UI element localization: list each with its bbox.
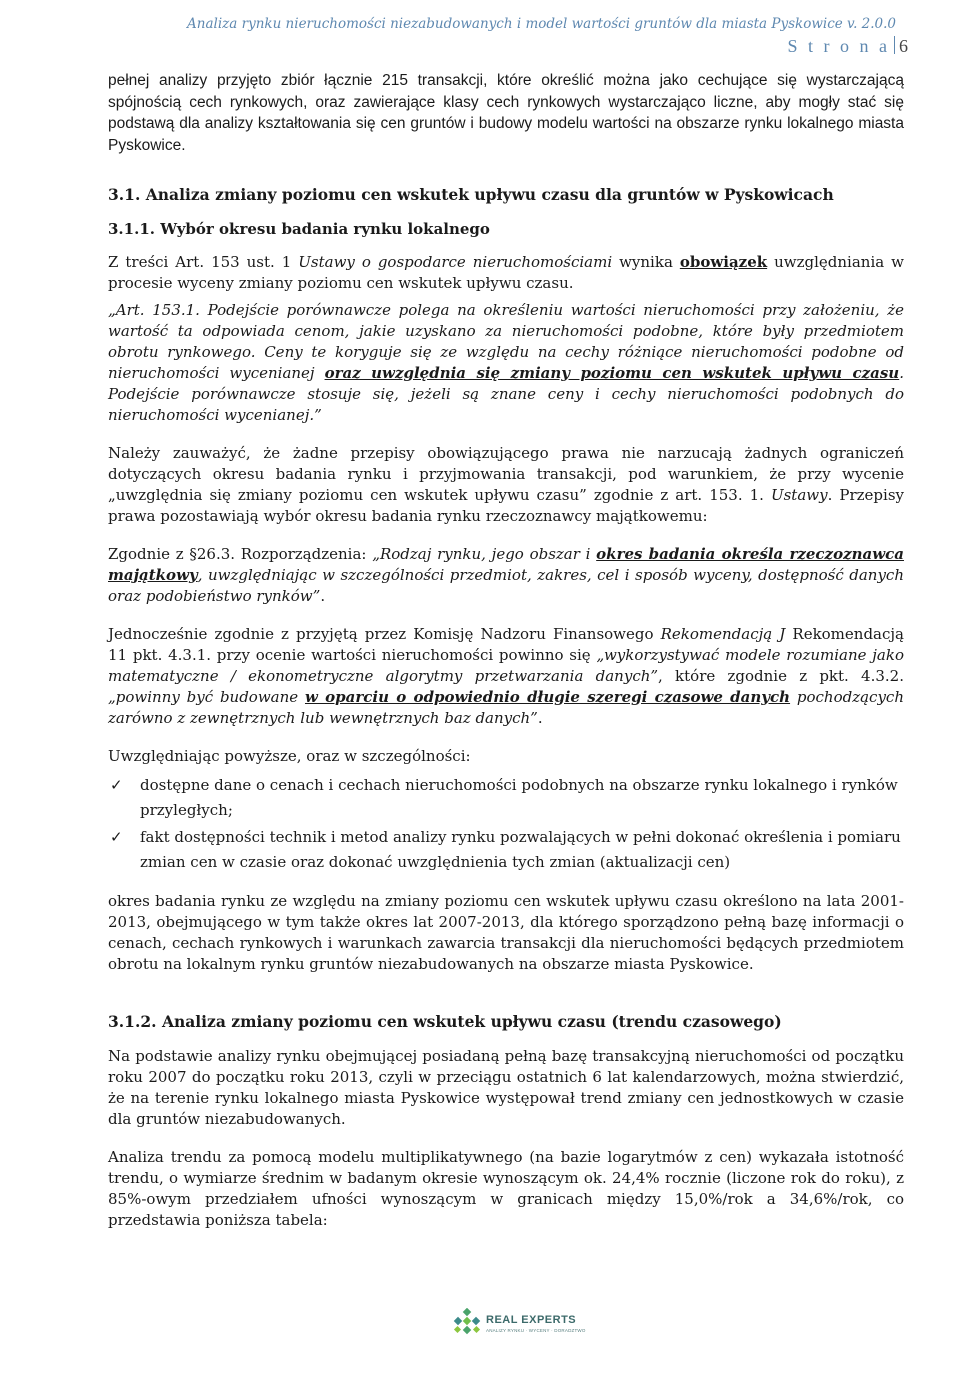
- na-podstawie-paragraph: Na podstawie analizy rynku obejmującej posiadaną pełną bazę transakcyjną nieruchomości od początku roku 2007 do początku roku 2013, czyli w przeciągu ostatnich 6 lat kalendarzowych, można stwierdzić, że na terenie rynku lokalnego miasta Pyskowice występował trend zmiany cen jednostkowych w czasie dla gruntów niezabudowanych.: [108, 1047, 904, 1128]
- nalezy-text-b: Ustawy: [770, 486, 828, 504]
- zgodnie-text-d: , uwzględniając w szczególności przedmiot, zakres, cel i sposób wyceny, dostępność danych oraz podobieństwo rynków”: [108, 566, 904, 605]
- art-text-a: Z treści Art. 153 ust. 1: [108, 253, 299, 271]
- knf-text-c: Rekomendacją 11 pkt. 4.3.1. przy ocenie wartości nieruchomości powinno się: [108, 625, 904, 664]
- knf-paragraph: [108, 624, 904, 729]
- art-text-b: Ustawy o gospodarce nieruchomościami: [298, 253, 613, 271]
- knf-text-g: w oparciu o odpowiednio długie szeregi czasowe danych: [304, 688, 791, 706]
- knf-text-h: pochodzących zarówno z zewnętrznych lub wewnętrznych baz danych”: [108, 688, 904, 727]
- knf-text-a: Jednocześnie zgodnie z przyjętą przez Komisję Nadzoru Finansowego: [108, 625, 661, 643]
- list-item: [110, 825, 904, 875]
- nalezy-text-a: Należy zauważyć, że żadne przepisy obowiązującego prawa nie narzucają żadnych ograniczeń dotyczących okresu badania rynku i przyjmowania transakcji, pod warunkiem, że przy wycenie „uwzględnia się zmiany poziomu cen wskutek upływu czasu” zgodnie z art. 153. 1.: [108, 444, 904, 504]
- page-word: S t r o n a: [787, 36, 890, 56]
- page-number: 6: [899, 36, 908, 56]
- quote-text-c: . Podejście porównawcze stosuje się, jeżeli są znane ceny i cechy nieruchomości podobnych do nieruchomości wycenianej.”: [108, 364, 904, 424]
- page-number-label: [788, 36, 909, 57]
- knf-text-e: , które zgodnie z pkt. 4.3.2.: [658, 667, 904, 685]
- zgodnie-text-a: Zgodnie z §26.3. Rozporządzenia:: [108, 545, 373, 563]
- real-experts-logo-icon: [452, 1308, 482, 1338]
- list-item-text: fakt dostępności technik i metod analizy rynku pozwalających w pełni dokonać określenia i pomiaru zmian cen w czasie oraz dokonać uwzględnienia tych zmian (aktualizacji cen): [140, 828, 901, 871]
- nalezy-text-c: . Przepisy prawa pozostawiają wybór okresu badania rynku rzeczoznawcy majątkowemu:: [108, 486, 904, 525]
- knf-text-d: „wykorzystywać modele rozumiane jako matematyczne / ekonometryczne algorytmy przetwarzania danych”: [108, 646, 904, 685]
- okres-paragraph: okres badania rynku ze względu na zmiany poziomu cen wskutek upływu czasu określono na lata 2001-2013, obejmującego w tym także okres lat 2007-2013, dla którego sporządzono pełną bazę informacji o cenach, cechach rynkowych i warunkach zawarcia transakcji dla nieruchomości będących przedmiotem obrotu na lokalnym rynku gruntów niezabudowanych na obszarze miasta Pyskowice.: [108, 892, 904, 973]
- art-text-c: wynika: [612, 253, 680, 271]
- quote-paragraph: [108, 300, 904, 426]
- checkmark-icon: ✓: [110, 776, 123, 794]
- main-content: [108, 70, 904, 1248]
- art-text-e: uwzględniania w procesie wyceny zmiany poziomu cen wskutek upływu czasu.: [108, 253, 904, 292]
- knf-text-i: .: [537, 709, 543, 727]
- knf-text-b: Rekomendacją J: [660, 625, 786, 643]
- quote-text-b: oraz uwzględnia się zmiany poziomu cen wskutek upływu czasu: [324, 364, 900, 382]
- zgodnie-paragraph: [108, 544, 904, 607]
- intro-paragraph: pełnej analizy przyjęto zbiór łącznie 215 transakcji, które określić można jako cechujące się wystarczającą spójnością cech rynkowych, oraz zawierające klasy cech rynkowych wystarczająco liczne, aby mogły stać się podstawą dla analizy kształtowania się cen gruntów i budowy modelu wartości na obszarze rynku lokalnego miasta Pyskowice.: [108, 72, 904, 154]
- criteria-list: [108, 773, 904, 875]
- art-paragraph: [108, 252, 904, 294]
- quote-text-a: „Art. 153.1. Podejście porównawcze polega na określeniu wartości nieruchomości przy założeniu, że wartość ta odpowiada cenom, jakie uzyskano za nieruchomości podobne, które były przedmiotem obrotu rynkowego. Ceny te koryguje się ze względu na cechy różniące nieruchomości podobne od nieruchomości wycenianej: [108, 301, 904, 382]
- knf-text-f: „powinny być budowane: [108, 688, 305, 706]
- footer-logo: [452, 1308, 592, 1338]
- nalezy-paragraph: [108, 443, 904, 527]
- running-header-title: Analiza rynku nieruchomości niezabudowanych i model wartości gruntów dla miasta Pyskowice v. 2.0.0: [187, 16, 896, 32]
- section-heading-3-1-2: 3.1.2. Analiza zmiany poziomu cen wskutek upływu czasu (trendu czasowego): [108, 1012, 782, 1031]
- section-heading-3-1-1: 3.1.1. Wybór okresu badania rynku lokalnego: [108, 220, 490, 238]
- list-item: [110, 773, 904, 823]
- list-item-text: dostępne dane o cenach i cechach nieruchomości podobnych na obszarze rynku lokalnego i rynków przyległych;: [140, 776, 898, 819]
- zgodnie-text-c: okres badania określa rzeczoznawca majątkowy: [108, 545, 904, 584]
- analiza-trendu-paragraph: Analiza trendu za pomocą modelu multiplikatywnego (na bazie logarytmów z cen) wykazała istotność trendu, o wymiarze średnim w badanym okresie wynoszącym ok. 24,4% rocznie (liczone rok do roku), z 85%-owym przedziałem ufności wynoszącym w granicach między 15,0%/rok a 34,6%/rok, co przedstawia poniższa tabela:: [108, 1148, 904, 1229]
- section-heading-3-1: 3.1. Analiza zmiany poziomu cen wskutek upływu czasu dla gruntów w Pyskowicach: [108, 185, 834, 204]
- art-text-d: obowiązek: [679, 253, 768, 271]
- uwzgledniajac-paragraph: Uwzględniając powyższe, oraz w szczególności:: [108, 747, 471, 765]
- logo-text: REAL EXPERTS: [486, 1314, 577, 1326]
- zgodnie-text-b: „Rodzaj rynku, jego obszar i: [372, 545, 597, 563]
- zgodnie-text-e: .: [320, 587, 326, 605]
- logo-subtext: ANALIZY RYNKU · WYCENY · DORADZTWO: [486, 1328, 586, 1333]
- page-separator: [894, 36, 895, 54]
- checkmark-icon: ✓: [110, 828, 123, 846]
